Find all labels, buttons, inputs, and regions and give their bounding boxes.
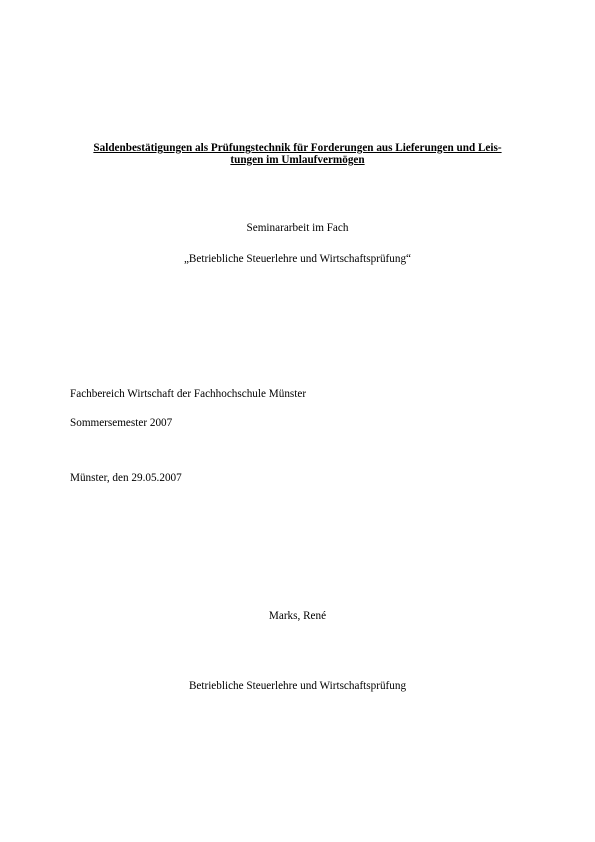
- document-title: [70, 142, 525, 166]
- title-line-2: tungen im Umlaufvermögen: [230, 154, 365, 166]
- title-line-1: Saldenbestätigungen als Prüfungstechnik für Forderungen aus Lieferungen und Leis-: [93, 142, 502, 154]
- seminar-subject: „Betriebliche Steuerlehre und Wirtschaftsprüfung“: [183, 253, 412, 265]
- place-date: Münster, den 29.05.2007: [70, 472, 182, 484]
- seminar-type: Seminararbeit im Fach: [246, 222, 349, 234]
- department: Fachbereich Wirtschaft der Fachhochschule Münster: [70, 388, 307, 400]
- semester: Sommersemester 2007: [70, 417, 173, 429]
- author-name: Marks, René: [268, 610, 327, 622]
- author-specialization: Betriebliche Steuerlehre und Wirtschaftsprüfung: [188, 680, 407, 692]
